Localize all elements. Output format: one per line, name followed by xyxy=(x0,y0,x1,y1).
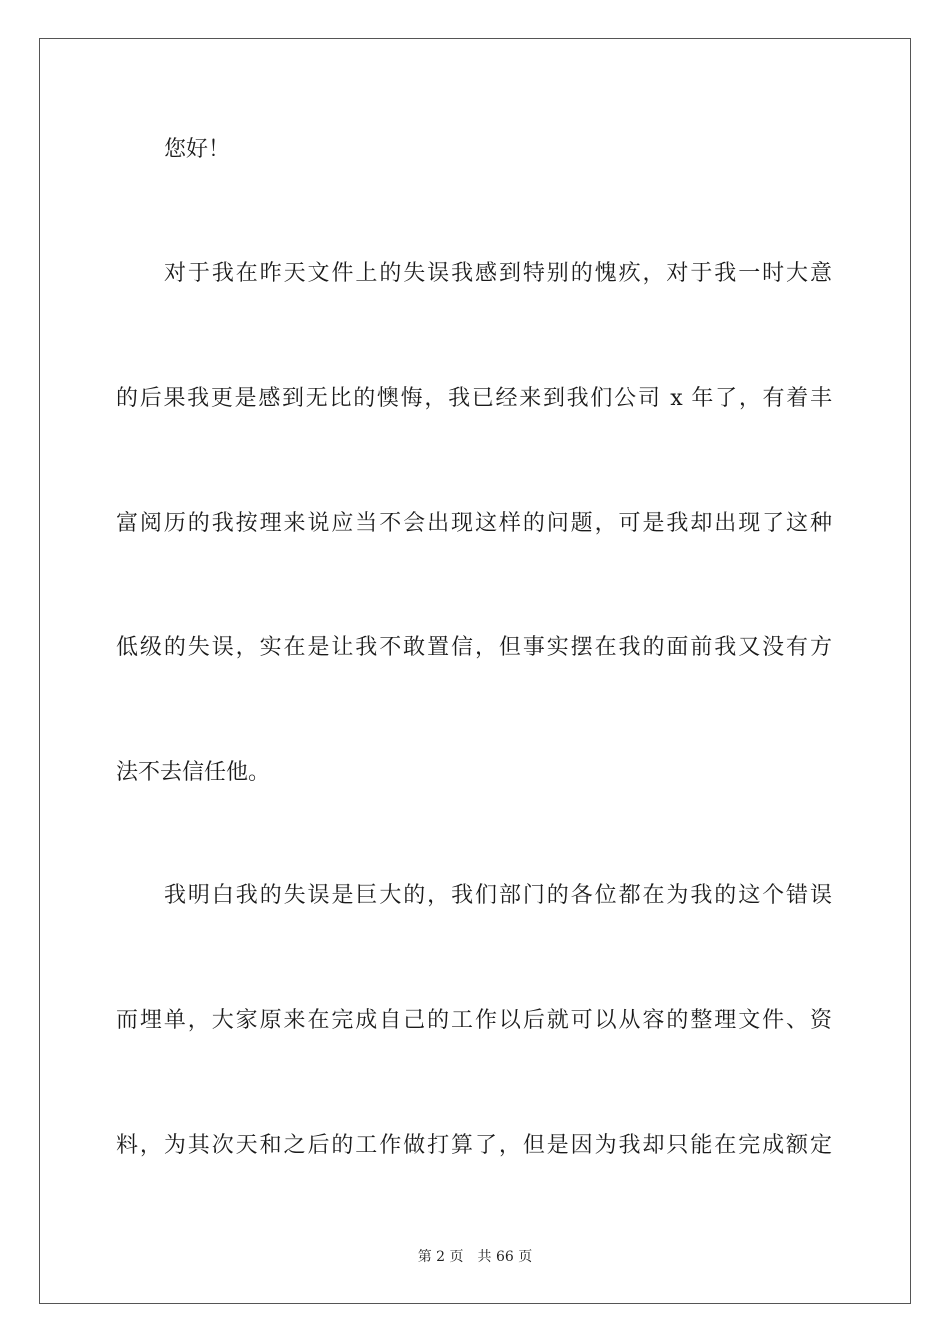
greeting-line: 您好！ xyxy=(164,137,231,162)
paragraph-line: 低级的失误，实在是让我不敢置信，但事实摆在我的面前我又没有方 xyxy=(116,635,832,660)
paragraph-line: 富阅历的我按理来说应当不会出现这样的问题，可是我却出现了这种 xyxy=(116,511,832,536)
paragraph-line: 而埋单，大家原来在完成自己的工作以后就可以从容的整理文件、资 xyxy=(116,1008,832,1033)
page-number: 第 2 页 xyxy=(417,1249,464,1265)
paragraph-line: 料，为其次天和之后的工作做打算了，但是因为我却只能在完成额定 xyxy=(116,1133,832,1158)
paragraph-line: 的后果我更是感到无比的懊悔，我已经来到我们公司 x 年了，有着丰 xyxy=(116,386,832,411)
total-pages: 共 66 页 xyxy=(477,1249,533,1265)
paragraph-line: 法不去信任他。 xyxy=(116,760,271,785)
paragraph-line: 我明白我的失误是巨大的，我们部门的各位都在为我的这个错误 xyxy=(164,883,832,908)
page-border xyxy=(39,38,911,1304)
paragraph-line: 对于我在昨天文件上的失误我感到特别的愧疚，对于我一时大意 xyxy=(164,261,832,286)
page-footer xyxy=(0,1248,950,1266)
